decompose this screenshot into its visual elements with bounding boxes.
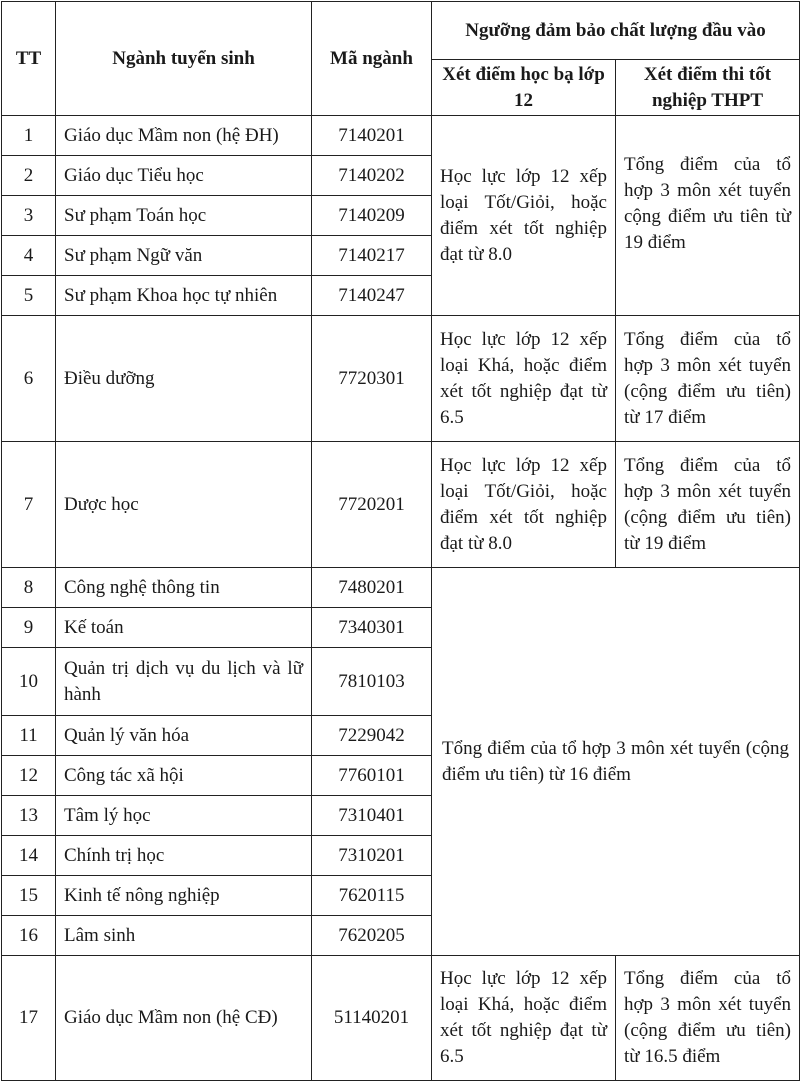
row-code: 7620115 (312, 876, 432, 916)
row-major: Quản trị dịch vụ du lịch và lữ hành (56, 648, 312, 716)
row-tt: 3 (2, 196, 56, 236)
header-threshold: Ngưỡng đảm bảo chất lượng đầu vào (432, 2, 800, 60)
row-code: 7760101 (312, 756, 432, 796)
row-major: Tâm lý học (56, 796, 312, 836)
row-code: 7310401 (312, 796, 432, 836)
row-major: Công tác xã hội (56, 756, 312, 796)
criteria-transcript-7: Học lực lớp 12 xếp loại Tốt/Giỏi, hoặc điểm xét tốt nghiệp đạt từ 8.0 (432, 442, 616, 568)
row-code: 7720301 (312, 316, 432, 442)
row-tt: 13 (2, 796, 56, 836)
criteria-transcript-1-5: Học lực lớp 12 xếp loại Tốt/Giỏi, hoặc điểm xét tốt nghiệp đạt từ 8.0 (432, 116, 616, 316)
row-code: 7310201 (312, 836, 432, 876)
row-major: Kế toán (56, 608, 312, 648)
row-major: Dược học (56, 442, 312, 568)
table-row (2, 316, 800, 442)
criteria-exam-17: Tổng điểm của tổ hợp 3 môn xét tuyển (cộng điểm ưu tiên) từ 16.5 điểm (616, 956, 800, 1081)
row-tt: 16 (2, 916, 56, 956)
row-major: Công nghệ thông tin (56, 568, 312, 608)
row-major: Điều dưỡng (56, 316, 312, 442)
row-major: Sư phạm Toán học (56, 196, 312, 236)
row-tt: 8 (2, 568, 56, 608)
admission-threshold-table (1, 1, 800, 1081)
table-row (2, 568, 800, 608)
row-major: Quản lý văn hóa (56, 716, 312, 756)
row-major: Kinh tế nông nghiệp (56, 876, 312, 916)
row-tt: 9 (2, 608, 56, 648)
header-exam: Xét điểm thi tốt nghiệp THPT (616, 60, 800, 116)
row-major: Sư phạm Khoa học tự nhiên (56, 276, 312, 316)
row-tt: 2 (2, 156, 56, 196)
criteria-exam-6: Tổng điểm của tổ hợp 3 môn xét tuyển (cộng điểm ưu tiên) từ 17 điểm (616, 316, 800, 442)
table-row (2, 956, 800, 1081)
row-tt: 15 (2, 876, 56, 916)
row-code: 7620205 (312, 916, 432, 956)
criteria-transcript-17: Học lực lớp 12 xếp loại Khá, hoặc điểm xét tốt nghiệp đạt từ 6.5 (432, 956, 616, 1081)
row-code: 51140201 (312, 956, 432, 1081)
criteria-exam-7: Tổng điểm của tổ hợp 3 môn xét tuyển (cộng điểm ưu tiên) từ 19 điểm (616, 442, 800, 568)
row-code: 7229042 (312, 716, 432, 756)
row-major: Giáo dục Mầm non (hệ CĐ) (56, 956, 312, 1081)
row-tt: 4 (2, 236, 56, 276)
row-tt: 17 (2, 956, 56, 1081)
row-code: 7140202 (312, 156, 432, 196)
row-code: 7140217 (312, 236, 432, 276)
row-code: 7140209 (312, 196, 432, 236)
row-major: Giáo dục Tiểu học (56, 156, 312, 196)
table-row (2, 442, 800, 568)
row-major: Chính trị học (56, 836, 312, 876)
row-code: 7340301 (312, 608, 432, 648)
row-tt: 7 (2, 442, 56, 568)
header-major: Ngành tuyển sinh (56, 2, 312, 116)
row-code: 7140201 (312, 116, 432, 156)
row-major: Sư phạm Ngữ văn (56, 236, 312, 276)
row-tt: 1 (2, 116, 56, 156)
row-code: 7810103 (312, 648, 432, 716)
row-tt: 5 (2, 276, 56, 316)
criteria-exam-1-5: Tổng điểm của tổ hợp 3 môn xét tuyển cộng điểm ưu tiên từ 19 điểm (616, 116, 800, 316)
header-code: Mã ngành (312, 2, 432, 116)
header-transcript: Xét điểm học bạ lớp 12 (432, 60, 616, 116)
row-code: 7720201 (312, 442, 432, 568)
criteria-transcript-6: Học lực lớp 12 xếp loại Khá, hoặc điểm xét tốt nghiệp đạt từ 6.5 (432, 316, 616, 442)
row-tt: 10 (2, 648, 56, 716)
row-code: 7480201 (312, 568, 432, 608)
row-major: Giáo dục Mầm non (hệ ĐH) (56, 116, 312, 156)
header-tt: TT (2, 2, 56, 116)
criteria-combined-8-16: Tổng điểm của tổ hợp 3 môn xét tuyển (cộng điểm ưu tiên) từ 16 điểm (432, 568, 800, 956)
table-row (2, 116, 800, 156)
row-tt: 6 (2, 316, 56, 442)
row-major: Lâm sinh (56, 916, 312, 956)
row-tt: 14 (2, 836, 56, 876)
row-tt: 12 (2, 756, 56, 796)
row-tt: 11 (2, 716, 56, 756)
row-code: 7140247 (312, 276, 432, 316)
